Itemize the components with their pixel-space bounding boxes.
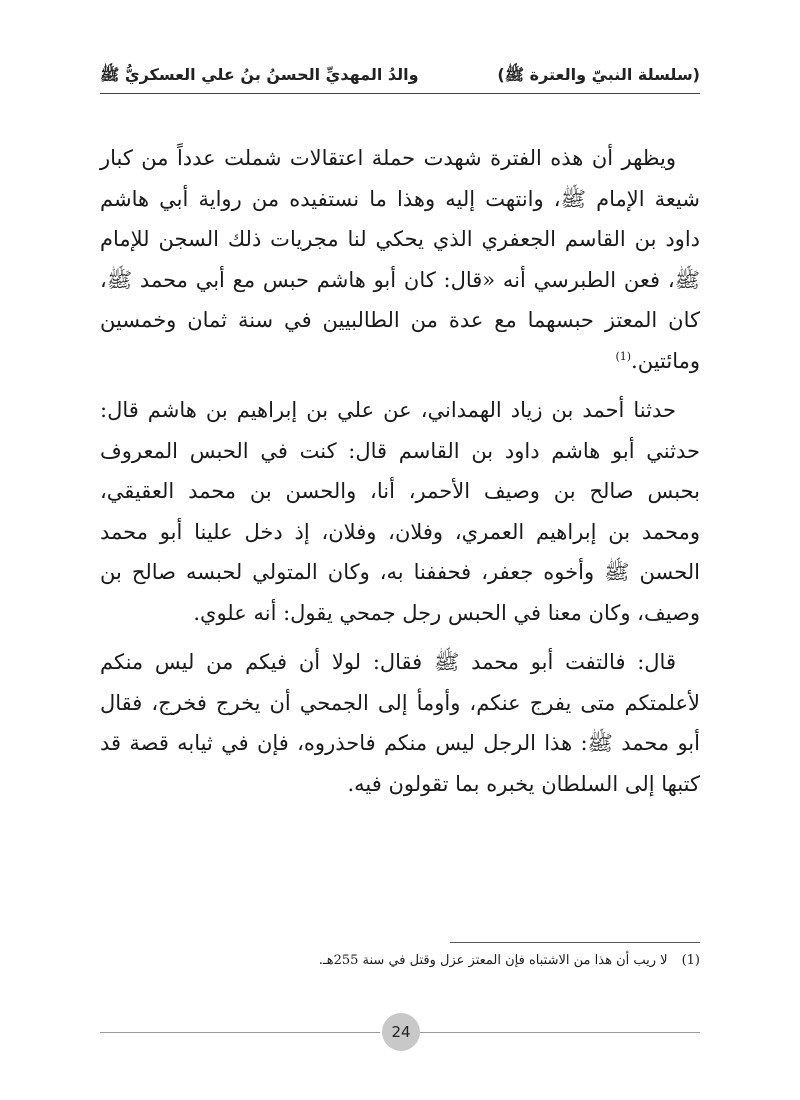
header-divider [100,93,700,94]
series-title: (سلسلة النبيّ والعترة ﷺ) [497,65,700,84]
paragraph-1-text: ويظهر أن هذه الفترة شهدت حملة اعتقالات شملت عدداً من كبار شيعة الإمام ﷺ، وانتهت إليه وهذا ما نستفيده من رواية أبي هاشم داود بن القاسم الجعفري الذي يحكي لنا مجريات ذلك السجن للإمام ﷺ، فعن الطبرسي أنه «قال: كان أبو هاشم حبس مع أبي محمد ﷺ، كان المعتز حبسهما مع عدة من الطالبيين في سنة ثمان وخمسين ومائتين. [100,146,700,373]
chapter-title: والدُ المهديِّ الحسنُ بنُ علي العسكريُّ ﷺ [100,65,419,84]
paragraph-3: قال: فالتفت أبو محمد ﷺ فقال: لولا أن فيكم من ليس منكم لأعلمتكم متى يفرج عنكم، وأومأ إلى الجمحي أن يخرج فخرج، فقال أبو محمد ﷺ: هذا الرجل ليس منكم فاحذروه، فإن في ثيابه قصة قد كتبها إلى السلطان يخبره بما تقولون فيه. [100,650,700,796]
footnote-number: (1) [681,953,700,968]
footnote-divider [450,942,700,943]
main-text [100,138,700,813]
paragraph-2: حدثنا أحمد بن زياد الهمداني، عن علي بن إبراهيم بن هاشم قال: حدثني أبو هاشم داود بن القاسم قال: كنت في الحبس المعروف بحبس صالح بن وصيف الأحمر، أنا، والحسن بن محمد العقيقي، ومحمد بن إبراهيم العمري، وفلان، وفلان، إذ دخل علينا أبو محمد الحسن ﷺ وأخوه جعفر، فحففنا به، وكان المتولي لحبسه صالح بن وصيف، وكان معنا في الحبس رجل جمحي يقول: أنه علوي. [100,398,700,625]
running-header [100,58,700,88]
page-number: 24 [382,1013,420,1051]
paragraph-1 [100,138,700,381]
footnote [100,951,700,971]
footer-line-left [100,1032,380,1033]
footer-line-right [420,1032,700,1033]
footnote-text: لا ريب أن هذا من الاشتباه فإن المعتز عزل وقتل في سنة 255هـ. [318,953,668,968]
page-footer [100,1012,700,1052]
footnote-reference[interactable]: (1) [615,349,632,363]
